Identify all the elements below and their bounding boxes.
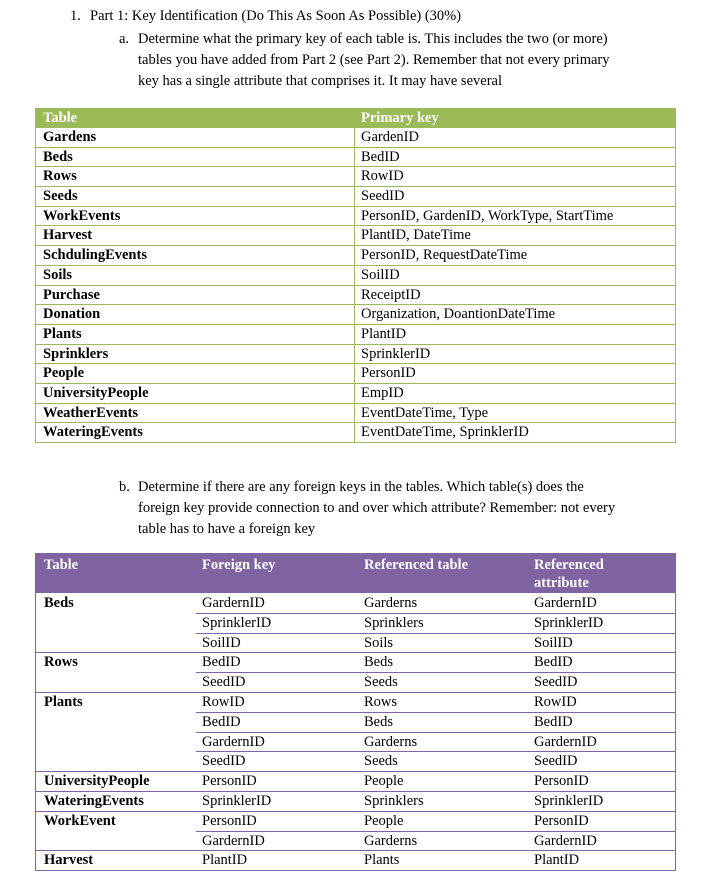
primary-key-cell: BedID (361, 148, 400, 165)
table-name-cell: WorkEvents (43, 207, 121, 224)
referenced-table-cell: People (364, 773, 404, 790)
referenced-attribute-cell: SoilID (534, 634, 573, 651)
foreign-key-cell: PersonID (202, 773, 257, 790)
primary-key-cell: EmpID (361, 384, 404, 401)
referenced-attribute-cell: BedID (534, 654, 573, 671)
table-row (36, 304, 675, 324)
foreign-key-cell: GardernID (202, 595, 265, 611)
table-row (36, 324, 675, 344)
table-name-cell: Beds (44, 595, 74, 611)
foreign-key-cell: BedID (202, 654, 241, 671)
table-row (36, 811, 675, 831)
table-row (36, 850, 675, 870)
primary-key-cell: PersonID, RequestDateTime (361, 247, 528, 264)
foreign-key-cell: SeedID (202, 674, 246, 691)
primary-key-table (35, 108, 676, 443)
referenced-table-cell: Plants (364, 852, 400, 869)
primary-key-table-body (36, 127, 675, 442)
table-row (36, 265, 675, 285)
table-name-cell: WateringEvents (44, 792, 144, 809)
header-primary-key: Primary key (361, 110, 439, 126)
table-row (36, 593, 675, 613)
header-referenced-table: Referenced table (364, 557, 469, 573)
table-row (36, 652, 675, 672)
referenced-table-cell: Garderns (364, 733, 418, 750)
table-row (36, 732, 675, 752)
row-divider (196, 751, 675, 752)
column-divider (354, 127, 355, 442)
primary-key-cell: PlantID, DateTime (361, 227, 471, 244)
referenced-attribute-cell: PersonID (534, 773, 589, 790)
referenced-attribute-cell: BedID (534, 713, 573, 730)
referenced-attribute-cell: SprinklerID (534, 614, 604, 631)
table-row (36, 672, 675, 692)
table-row (36, 344, 675, 364)
row-divider (196, 732, 675, 733)
table-row (36, 245, 675, 265)
table-row (36, 186, 675, 206)
table-name-cell: Donation (43, 306, 101, 323)
row-divider (196, 633, 675, 634)
primary-key-cell: GardenID (361, 129, 419, 145)
header-table: Table (44, 557, 79, 573)
table-name-cell: Gardens (43, 129, 97, 145)
referenced-attribute-cell: GardernID (534, 832, 597, 849)
primary-key-cell: PersonID (361, 365, 416, 382)
table-row (36, 383, 675, 403)
referenced-attribute-cell: SeedID (534, 753, 578, 770)
table-name-cell: UniversityPeople (43, 384, 149, 401)
part-b-line-3: table has to have a foreign key (138, 521, 316, 537)
primary-key-cell: EventDateTime, Type (361, 404, 489, 421)
primary-key-cell: PersonID, GardenID, WorkType, StartTime (361, 207, 614, 224)
foreign-key-table-body (36, 593, 675, 870)
referenced-table-cell: Beds (364, 713, 393, 730)
table-row (36, 403, 675, 423)
row-divider (36, 692, 675, 693)
header-referenced-attribute: Referenced attribute (534, 557, 604, 591)
table-name-cell: WeatherEvents (43, 404, 139, 421)
table-row (36, 791, 675, 811)
row-divider (36, 850, 675, 851)
primary-key-cell: ReceiptID (361, 286, 421, 303)
referenced-attribute-cell: SeedID (534, 674, 578, 691)
row-divider (196, 712, 675, 713)
part-a-label: a. (119, 31, 130, 47)
referenced-attribute-cell: PlantID (534, 852, 580, 869)
table-row (36, 422, 675, 442)
part1-heading: Part 1: Key Identification (Do This As Soon As Possible) (30%) (90, 8, 462, 24)
table-name-cell: Beds (43, 148, 73, 165)
table-row (36, 712, 675, 732)
table-row (36, 127, 675, 147)
table-name-cell: Harvest (44, 852, 94, 869)
table-row (36, 692, 675, 712)
referenced-table-cell: Beds (364, 654, 393, 671)
table-name-cell: Plants (43, 325, 82, 342)
primary-key-cell: PlantID (361, 325, 407, 342)
primary-key-cell: SeedID (361, 188, 405, 205)
primary-key-cell: RowID (361, 168, 404, 185)
table-row (36, 751, 675, 771)
foreign-key-cell: RowID (202, 693, 245, 710)
part-a-line-3: key has a single attribute that comprises it. It may have several (138, 73, 502, 89)
part-a-line-2: tables you have added from Part 2 (see Part 2). Remember that not every primary (138, 52, 610, 68)
table-row (36, 285, 675, 305)
foreign-key-cell: SprinklerID (202, 792, 272, 809)
header-table: Table (43, 110, 78, 126)
referenced-attribute-cell: GardernID (534, 733, 597, 750)
table-name-cell: WateringEvents (43, 424, 143, 441)
primary-key-cell: SoilID (361, 266, 400, 283)
referenced-table-cell: People (364, 812, 404, 829)
foreign-key-table-header (36, 553, 675, 593)
table-row (36, 363, 675, 383)
table-name-cell: People (43, 365, 85, 382)
table-name-cell: Purchase (43, 286, 100, 303)
table-row (36, 771, 675, 791)
table-name-cell: Rows (44, 654, 78, 671)
referenced-attribute-cell: SprinklerID (534, 792, 604, 809)
table-row (36, 225, 675, 245)
primary-key-table-header (36, 109, 675, 127)
foreign-key-table (35, 553, 676, 871)
foreign-key-cell: PersonID (202, 812, 257, 829)
part-b-line-2: foreign key provide connection to and over which attribute? Remember: not every (138, 500, 616, 516)
table-name-cell: WorkEvent (44, 812, 116, 829)
row-divider (196, 672, 675, 673)
foreign-key-cell: PlantID (202, 852, 248, 869)
part-b-line-1: Determine if there are any foreign keys in the tables. Which table(s) does the (138, 479, 584, 495)
part-b-label: b. (119, 479, 130, 495)
foreign-key-cell: SoilID (202, 634, 241, 651)
referenced-table-cell: Seeds (364, 674, 398, 691)
referenced-table-cell: Soils (364, 634, 394, 651)
table-name-cell: SchdulingEvents (43, 247, 147, 264)
foreign-key-cell: SeedID (202, 753, 246, 770)
row-divider (36, 652, 675, 653)
table-row (36, 613, 675, 633)
table-name-cell: Rows (43, 168, 77, 185)
table-name-cell: Soils (43, 266, 73, 283)
table-name-cell: Sprinklers (43, 345, 109, 362)
referenced-table-cell: Sprinklers (364, 614, 424, 631)
foreign-key-cell: BedID (202, 713, 241, 730)
table-row (36, 206, 675, 226)
foreign-key-cell: GardernID (202, 733, 265, 750)
referenced-attribute-cell: RowID (534, 693, 577, 710)
referenced-table-cell: Sprinklers (364, 792, 424, 809)
table-row (36, 147, 675, 167)
table-row (36, 166, 675, 186)
primary-key-cell: SprinklerID (361, 345, 431, 362)
part1-number: 1. (70, 8, 81, 24)
row-divider (196, 831, 675, 832)
referenced-table-cell: Garderns (364, 595, 418, 611)
foreign-key-cell: SprinklerID (202, 614, 272, 631)
referenced-table-cell: Garderns (364, 832, 418, 849)
primary-key-cell: Organization, DoantionDateTime (361, 306, 556, 323)
referenced-attribute-cell: PersonID (534, 812, 589, 829)
primary-key-cell: EventDateTime, SprinklerID (361, 424, 529, 441)
table-name-cell: Plants (44, 693, 83, 710)
referenced-attribute-cell: GardernID (534, 595, 597, 611)
foreign-key-cell: GardernID (202, 832, 265, 849)
table-name-cell: UniversityPeople (44, 773, 150, 790)
table-row (36, 633, 675, 653)
table-row (36, 831, 675, 851)
part-a-line-1: Determine what the primary key of each table is. This includes the two (or more) (138, 31, 608, 47)
header-foreign-key: Foreign key (202, 557, 276, 573)
table-name-cell: Harvest (43, 227, 93, 244)
table-name-cell: Seeds (43, 188, 78, 205)
referenced-table-cell: Seeds (364, 753, 398, 770)
referenced-table-cell: Rows (364, 693, 398, 710)
